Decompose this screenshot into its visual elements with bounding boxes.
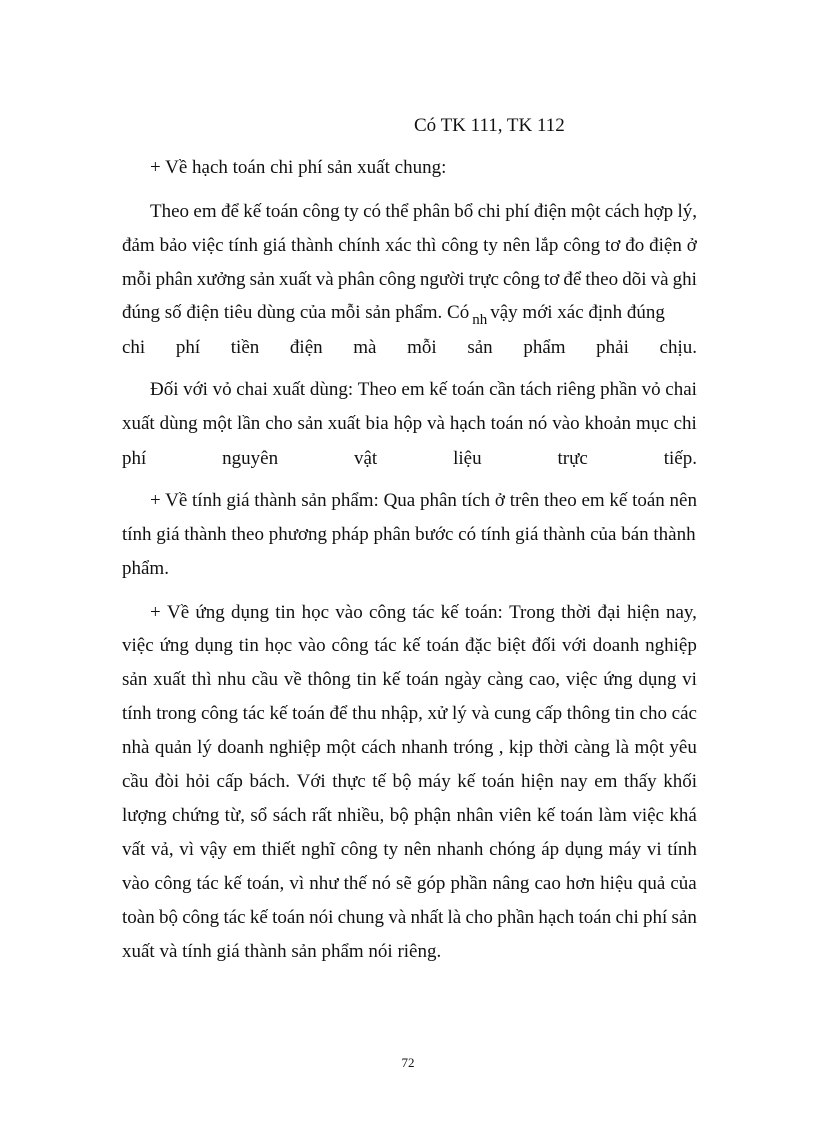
word: vì: [179, 839, 195, 860]
word: ,: [498, 737, 504, 758]
word: toán: [426, 635, 460, 656]
word: phần: [600, 379, 638, 400]
word: vào: [335, 602, 363, 623]
subscript-fragment: nh: [472, 312, 488, 328]
word: nó: [528, 413, 548, 434]
word: hiệu: [600, 873, 633, 894]
word: và: [315, 269, 334, 290]
word: xuất: [122, 413, 155, 434]
word: bách.: [249, 771, 291, 792]
word: hộp: [393, 413, 423, 434]
paragraph-line: [122, 668, 697, 692]
word: việc: [122, 635, 154, 656]
word: khoản: [584, 413, 632, 434]
word: toán: [560, 805, 593, 826]
word: đòi: [154, 771, 180, 792]
word: dụng: [638, 669, 677, 690]
word: thông: [566, 703, 611, 724]
word: vất: [122, 839, 146, 860]
word: hiện: [520, 771, 554, 792]
paragraph-line: [150, 601, 697, 625]
word: công: [441, 235, 479, 256]
word: Trong: [509, 602, 555, 623]
word: từ,: [224, 805, 245, 826]
word: vào: [552, 413, 580, 434]
word: lượng: [122, 805, 167, 826]
word: với: [562, 635, 587, 656]
word: chứng: [172, 805, 220, 826]
word: kế: [223, 873, 242, 894]
word: nay,: [665, 602, 697, 623]
word: thu: [352, 703, 377, 724]
word: phần: [497, 907, 535, 928]
word: cao: [534, 873, 561, 894]
word: việc: [632, 805, 664, 826]
word: kế: [440, 602, 459, 623]
word: đo: [625, 235, 645, 256]
word: ty: [483, 235, 498, 256]
word: nghiệp: [269, 737, 321, 758]
paragraph-line: tính giá thành theo phương pháp phân bước có tính giá thành của bán thành: [122, 524, 696, 545]
paragraph-line: [122, 804, 697, 828]
word: tính: [228, 235, 258, 256]
word: cấp: [216, 771, 243, 792]
word: lý,: [677, 201, 697, 222]
word: máy: [608, 839, 642, 860]
word: các: [671, 703, 697, 724]
word: kịp: [508, 737, 534, 758]
word: toàn: [122, 907, 155, 928]
word: việc: [191, 235, 224, 256]
word: rất: [311, 805, 332, 826]
word: học: [301, 602, 330, 623]
heading-credit-accounts: Có TK 111, TK 112: [414, 115, 565, 136]
word: hạch: [449, 413, 486, 434]
word: xuất: [153, 669, 186, 690]
word: một: [634, 737, 664, 758]
word: quản: [154, 737, 192, 758]
word: toán: [272, 907, 305, 928]
word: dõi: [622, 269, 647, 290]
word: và: [427, 413, 445, 434]
word: lần: [237, 413, 261, 434]
word: phần: [450, 873, 488, 894]
word: phí: [643, 907, 668, 928]
word: để: [329, 703, 348, 724]
justified-line: chi phí tiền điện mà mỗi sản phẩm phải chịu.: [122, 337, 697, 358]
word: vỏ: [212, 379, 232, 400]
word: nói: [309, 907, 334, 928]
word: xuất: [279, 269, 312, 290]
word: phân: [337, 269, 375, 290]
word: Theo: [150, 201, 190, 222]
word: phân: [412, 201, 450, 222]
word: công: [502, 269, 540, 290]
word: nó: [371, 873, 391, 894]
word: hiện: [626, 602, 660, 623]
word: ở: [686, 235, 697, 256]
word: tơ: [543, 269, 560, 290]
section-title-general-cost: + Về hạch toán chi phí sản xuất chung:: [150, 157, 447, 178]
word: bộ: [389, 805, 409, 826]
word: càng: [574, 737, 610, 758]
word: tróng: [453, 737, 494, 758]
word: đảm: [122, 235, 155, 256]
word: điện: [533, 201, 567, 222]
word: dụng: [194, 635, 233, 656]
word: làm: [598, 805, 627, 826]
word: Đối: [150, 379, 179, 400]
word: đối: [531, 635, 557, 656]
word: cho: [639, 703, 667, 724]
word: cung: [494, 703, 532, 724]
word: riêng: [556, 379, 596, 400]
word: và: [471, 703, 490, 724]
word: thời: [538, 737, 569, 758]
word: tin: [614, 703, 635, 724]
word: sản: [297, 413, 323, 434]
word: tính: [122, 703, 152, 724]
word: công: [331, 635, 369, 656]
word: thế: [343, 873, 367, 894]
word: là: [615, 737, 630, 758]
word: cách: [604, 201, 640, 222]
word: dụng: [230, 602, 269, 623]
word: khá: [669, 805, 697, 826]
word: em: [594, 771, 618, 792]
word: thì: [191, 669, 212, 690]
word: toán: [406, 669, 439, 690]
word: tác: [412, 602, 435, 623]
word: ứng: [603, 669, 633, 690]
word: xác: [385, 235, 412, 256]
word: đặc: [465, 635, 492, 656]
word: nghiệp: [645, 635, 697, 656]
word: bổ: [454, 201, 474, 222]
word: trực: [468, 269, 499, 290]
word: xử: [427, 703, 448, 724]
word: nâng: [492, 873, 530, 894]
word: nay: [560, 771, 588, 792]
word: nhu: [217, 669, 246, 690]
word: ty: [343, 201, 359, 222]
word: nên: [502, 235, 531, 256]
word: công: [563, 235, 601, 256]
word: góp: [416, 873, 446, 894]
word: toán,: [246, 873, 285, 894]
text-segment: vậy mới xác định đúng: [490, 302, 665, 323]
word: nhanh: [401, 737, 448, 758]
word: theo: [585, 269, 619, 290]
word: vả,: [150, 839, 174, 860]
word: sách: [272, 805, 307, 826]
word: chung: [337, 907, 385, 928]
word: nghĩ: [301, 839, 336, 860]
word: tế: [372, 771, 386, 792]
word: càng: [487, 669, 524, 690]
word: ứng: [159, 635, 189, 656]
word: công: [378, 269, 416, 290]
word: xuất: [272, 379, 306, 400]
word: người: [419, 269, 465, 290]
word: thành: [290, 235, 334, 256]
word: nên: [403, 839, 432, 860]
paragraph-line: [122, 770, 697, 794]
word: để: [563, 269, 582, 290]
paragraph-line: [150, 378, 697, 402]
word: toán: [451, 379, 485, 400]
word: công: [340, 839, 378, 860]
word: em: [401, 379, 425, 400]
word: chi: [615, 907, 639, 928]
word: toán: [265, 201, 299, 222]
word: chóng: [489, 839, 536, 860]
word: để: [220, 201, 239, 222]
word: việc: [565, 669, 598, 690]
paragraph-line: [122, 702, 697, 726]
word: vi: [646, 839, 662, 860]
word: có: [363, 201, 382, 222]
word: và: [388, 907, 407, 928]
word: công: [154, 873, 192, 894]
word: như: [309, 873, 339, 894]
word: hỏi: [185, 771, 210, 792]
word: kế: [536, 805, 555, 826]
word: và: [650, 269, 669, 290]
justified-line: phí nguyên vật liệu trực tiếp.: [122, 448, 697, 469]
word: vi: [682, 669, 697, 690]
word: nhất: [410, 907, 444, 928]
paragraph-line: [122, 234, 697, 258]
word: tin: [275, 602, 296, 623]
word: toán: [481, 771, 515, 792]
word: kế: [457, 771, 476, 792]
word: thấy: [623, 771, 657, 792]
word: hợp: [644, 201, 674, 222]
word: phí: [505, 201, 530, 222]
word: chi: [477, 201, 501, 222]
word: sản: [249, 269, 275, 290]
word: một: [202, 413, 233, 434]
word: kế: [243, 201, 262, 222]
word: lý: [197, 737, 212, 758]
word: sổ: [250, 805, 268, 826]
word: toán: [578, 907, 612, 928]
word: ty: [383, 839, 399, 860]
paragraph-line: + Về tính giá thành sản phẩm: Qua phân tích ở trên theo em kế toán nên: [150, 490, 697, 511]
word: lắp: [535, 235, 559, 256]
word: cách: [361, 737, 397, 758]
word: nhiều,: [337, 805, 385, 826]
word: một: [326, 737, 356, 758]
paragraph-line: [122, 906, 697, 930]
word: sản: [122, 669, 148, 690]
word: đại: [597, 602, 621, 623]
paragraph-line: [122, 301, 697, 326]
word: bảo: [159, 235, 188, 256]
paragraph-line: phẩm.: [122, 558, 169, 579]
word: toán: [490, 413, 524, 434]
word: áp: [541, 839, 560, 860]
word: chai: [665, 379, 697, 400]
word: vậy: [199, 839, 228, 860]
word: tác: [374, 635, 397, 656]
word: kế: [429, 379, 448, 400]
word: chai: [236, 379, 268, 400]
word: cấp: [535, 703, 563, 724]
word: công: [201, 703, 238, 724]
word: toán:: [464, 602, 503, 623]
paragraph-line: [122, 634, 697, 658]
word: bộ: [392, 771, 412, 792]
paragraph-line: [150, 200, 697, 224]
word: bộ: [158, 907, 178, 928]
paragraph-line: [122, 736, 697, 760]
word: của: [670, 873, 697, 894]
word: nhà: [122, 737, 150, 758]
word: tác: [196, 873, 219, 894]
word: hạch: [538, 907, 575, 928]
word: thiết: [261, 839, 296, 860]
word: tách: [520, 379, 552, 400]
word: cho: [465, 907, 493, 928]
word: em: [193, 201, 217, 222]
word: sẽ: [395, 873, 412, 894]
word: xưởng: [196, 269, 246, 290]
word: bia: [365, 413, 389, 434]
word: tác: [242, 703, 265, 724]
word: Với: [296, 771, 326, 792]
word: doanh: [592, 635, 640, 656]
word: tin: [356, 669, 377, 690]
word: cầu: [122, 771, 149, 792]
paragraph-line: xuất và tính giá thành sản phẩm nói riêng.: [122, 941, 442, 962]
word: cầu: [251, 669, 279, 690]
paragraph-line: [122, 872, 697, 896]
word: vì: [289, 873, 305, 894]
word: xuất: [327, 413, 361, 434]
word: một: [570, 201, 601, 222]
word: cao,: [528, 669, 561, 690]
word: mục: [635, 413, 669, 434]
word: vỏ: [641, 379, 661, 400]
word: +: [150, 602, 161, 623]
word: biệt: [497, 635, 526, 656]
word: thể: [385, 201, 409, 222]
word: về: [283, 669, 302, 690]
word: tính: [667, 839, 697, 860]
word: công: [302, 201, 340, 222]
word: kế: [382, 669, 401, 690]
word: Về: [166, 602, 190, 623]
word: vào: [298, 635, 326, 656]
word: thì: [416, 235, 437, 256]
word: Theo: [357, 379, 397, 400]
word: ứng: [195, 602, 225, 623]
word: sản: [671, 907, 697, 928]
word: doanh: [217, 737, 264, 758]
word: chính: [338, 235, 381, 256]
paragraph-line: [122, 268, 697, 292]
word: kế: [269, 703, 288, 724]
word: khối: [663, 771, 697, 792]
word: vào: [122, 873, 150, 894]
word: cần: [489, 379, 516, 400]
word: thực: [332, 771, 366, 792]
word: tác: [223, 907, 246, 928]
word: ghi: [672, 269, 697, 290]
word: giá: [262, 235, 287, 256]
word: học: [264, 635, 293, 656]
word: em: [232, 839, 257, 860]
word: viên: [498, 805, 532, 826]
word: nhân: [456, 805, 494, 826]
word: tơ: [605, 235, 621, 256]
word: ngày: [444, 669, 482, 690]
word: kế: [402, 635, 421, 656]
word: toán: [292, 703, 325, 724]
word: nhanh: [436, 839, 484, 860]
word: nhập,: [381, 703, 423, 724]
word: mỗi: [122, 269, 152, 290]
paragraph-line: [122, 412, 697, 436]
word: trong: [156, 703, 197, 724]
word: yêu: [669, 737, 697, 758]
word: là: [447, 907, 462, 928]
word: máy: [418, 771, 451, 792]
word: hơn: [565, 873, 595, 894]
word: phân: [155, 269, 193, 290]
text-segment: đúng số điện tiêu dùng của mỗi sản phẩm. Có: [122, 302, 470, 323]
word: quả: [637, 873, 666, 894]
word: dùng:: [309, 379, 354, 400]
word: cho: [265, 413, 293, 434]
word: thời: [561, 602, 592, 623]
word: chi: [673, 413, 697, 434]
word: dụng: [564, 839, 603, 860]
page-number: 72: [401, 1055, 415, 1070]
word: kế: [249, 907, 268, 928]
word: tin: [238, 635, 259, 656]
word: điện: [649, 235, 682, 256]
word: công: [368, 602, 406, 623]
word: với: [183, 379, 208, 400]
paragraph-line: [122, 838, 697, 862]
word: thông: [307, 669, 351, 690]
word: lý: [452, 703, 467, 724]
word: phận: [414, 805, 452, 826]
word: dùng: [159, 413, 198, 434]
word: công: [182, 907, 220, 928]
